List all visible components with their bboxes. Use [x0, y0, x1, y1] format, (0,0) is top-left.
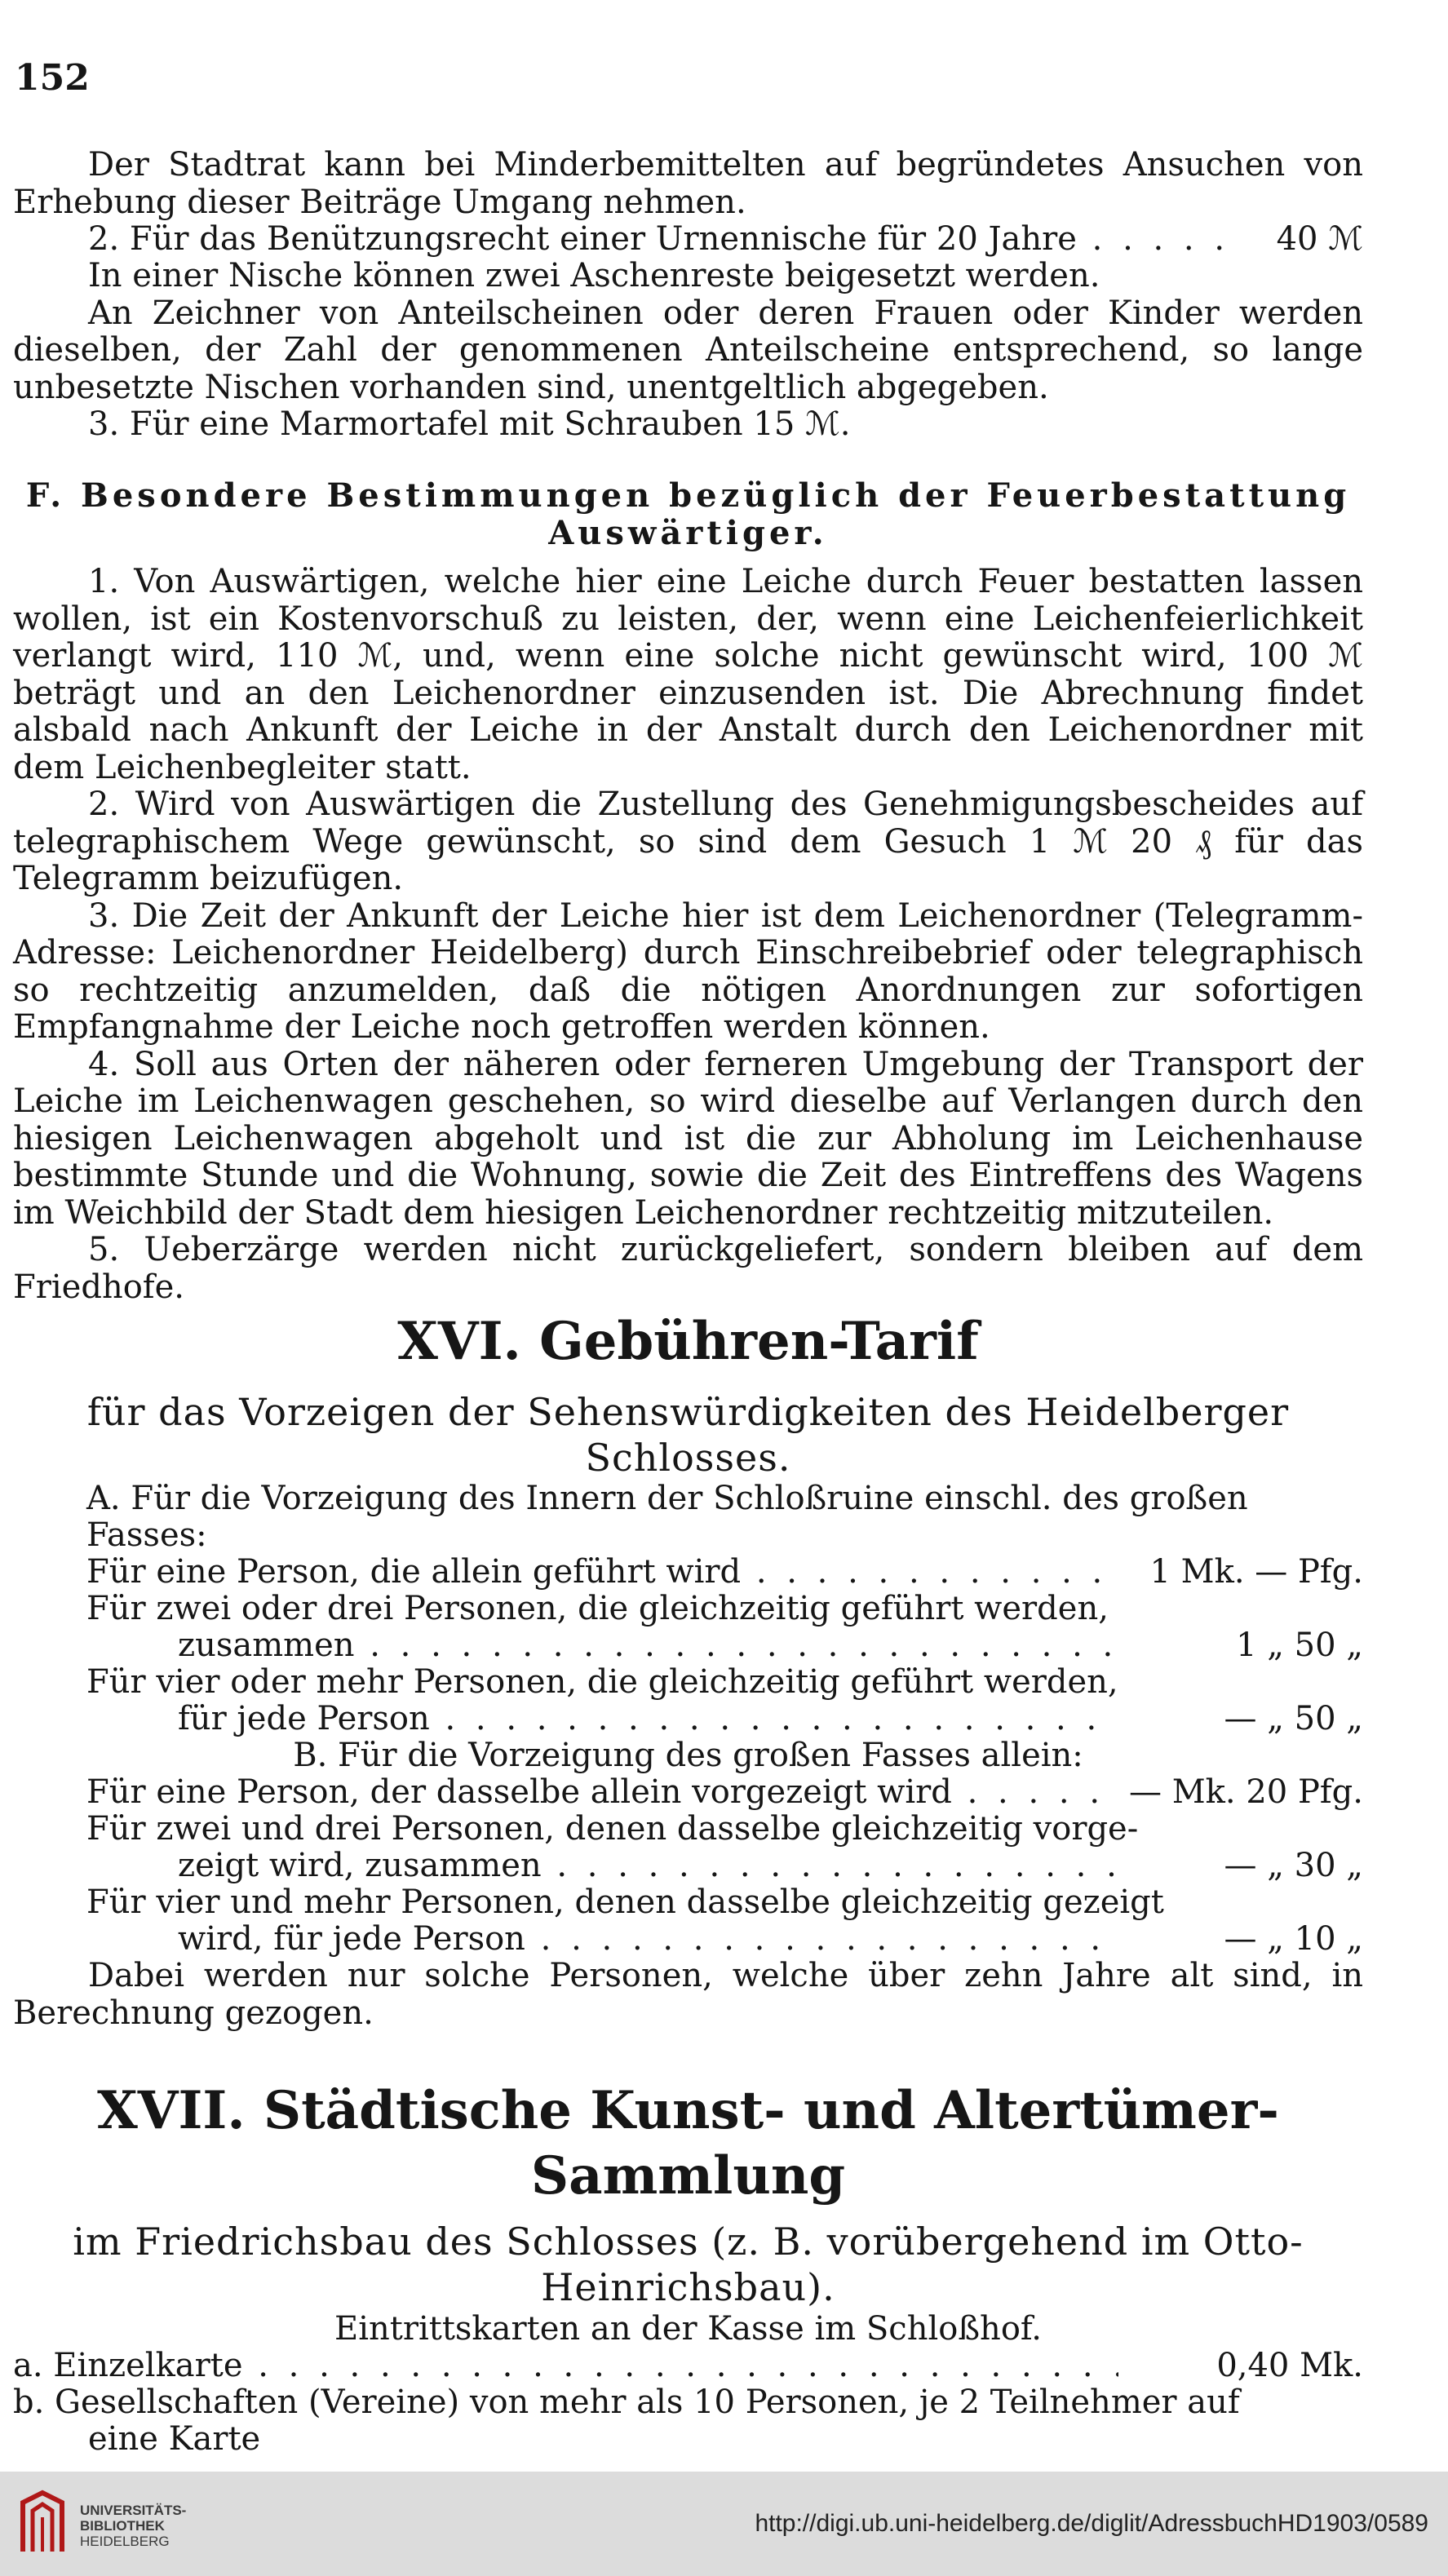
urn-section	[13, 147, 1363, 444]
tarif-row-price: — „ 30 „	[1224, 1847, 1363, 1884]
section-f	[13, 477, 1363, 1306]
ticket-row-price: 0,40 Mk.	[1216, 2347, 1363, 2384]
ticket-row-b-cont: eine Karte	[88, 2420, 261, 2458]
urn-paragraph: An Zeichner von Anteilscheinen oder deren Frauen oder Kinder werden dieselben, der Zahl der genommenen Anteilscheine entsprechend, so lange unbesetzte Nischen vorhanden sind, unentgeltlich abgegeben.	[13, 294, 1363, 406]
tarif-row	[86, 1774, 1363, 1811]
section-xvii-heading: XVII. Städtische Kunst- und Altertümer-Sammlung	[97, 2080, 1279, 2206]
tarif-row-price: — „ 50 „	[1224, 1700, 1363, 1737]
ticket-row-label: a. Einzelkarte . . .	[13, 2348, 1118, 2384]
tarif-row-price: — Mk. 20 Pfg.	[1129, 1773, 1363, 1811]
section-f-title: F. Besondere Bestimmungen bezüglich der Feuerbestattung	[25, 476, 1351, 515]
tarif-row-label-cont: zeigt wird, zusammen . . .	[178, 1848, 1118, 1884]
ticket-row-b: b. Gesellschaften (Vereine) von mehr als 10 Personen, je 2 Teilnehmer auf	[13, 2383, 1240, 2421]
tarif-row	[86, 1884, 1363, 1958]
tarif-row-label: Für eine Person, der dasselbe allein vorgezeigt wird . . .	[86, 1774, 1118, 1811]
source-url[interactable]: http://digi.ub.uni-heidelberg.de/diglit/AdressbuchHD1903/0589	[755, 2510, 1428, 2537]
section-xvii	[13, 2078, 1363, 2458]
section-f-title-line2: Auswärtiger.	[548, 514, 828, 552]
urn-fee-label: 2. Für das Benützungsrecht einer Urnennische für 20 Jahre . . .	[88, 221, 1233, 258]
library-logo-icon	[18, 2488, 67, 2556]
section-xvi	[13, 1309, 1363, 2032]
section-f-paragraph: 3. Die Zeit der Ankunft der Leiche hier ist dem Leichenordner (Telegramm-Adresse: Leichenordner Heidelberg) durch Einschreibebrief oder telegraphisch so rechtzeitig anzumelden, daß die nötigen Anordnungen zur sofortigen Empfangnahme der Leiche noch getroffen werden können.	[13, 896, 1363, 1046]
tarif-row-label-cont: zusammen . . .	[178, 1627, 1118, 1664]
urn-paragraph: 3. Für eine Marmortafel mit Schrauben 15 ℳ.	[88, 405, 851, 443]
section-xvi-b-title: B. Für die Vorzeigung des großen Fasses allein:	[293, 1737, 1083, 1774]
tarif-row-price: 1 Mk. — Pfg.	[1149, 1553, 1363, 1591]
section-f-paragraph: 1. Von Auswärtigen, welche hier eine Leiche durch Feuer bestatten lassen wollen, ist ein Kostenvorschuß zu leisten, der, wenn eine Leichenfeierlichkeit verlangt wird, 110 ℳ, und, wenn eine solche nicht gewünscht wird, 100 ℳ beträgt und an den Leichenordner einzusenden ist. Die Abrechnung findet alsbald nach Ankunft der Leiche in der Anstalt durch den Leichenordner mit dem Leichenbegleiter statt.	[13, 563, 1363, 786]
section-xvii-subheading: im Friedrichsbau des Schlosses (z. B. vorübergehend im Otto-Heinrichsbau).	[73, 2220, 1304, 2309]
section-xvi-heading: XVI. Gebühren-Tarif	[397, 1311, 979, 1372]
library-name	[80, 2503, 186, 2549]
urn-fee-row	[13, 221, 1363, 258]
tarif-a-list	[13, 1554, 1363, 1737]
urn-fee-price: 40 ℳ	[1276, 220, 1363, 258]
tarif-row-label: Für vier und mehr Personen, denen dasselbe gleichzeitig gezeigt	[86, 1883, 1164, 1921]
section-f-paragraph: 2. Wird von Auswärtigen die Zustellung des Genehmigungsbescheides auf telegraphischem Wege gewünscht, so sind dem Gesuch 1 ℳ 20 ₰ für das Telegramm beizufügen.	[13, 786, 1363, 897]
section-xvii-tickets-title: Eintrittskarten an der Kasse im Schloßhof.	[334, 2310, 1042, 2348]
tickets-list	[13, 2348, 1363, 2458]
section-xvi-subheading: für das Vorzeigen der Sehenswürdigkeiten des Heidelberger Schlosses.	[86, 1390, 1290, 1480]
tarif-row-label-cont: für jede Person . . .	[178, 1701, 1118, 1737]
tarif-row	[86, 1554, 1363, 1591]
tarif-row	[86, 1811, 1363, 1884]
tarif-row-label: Für zwei und drei Personen, denen dasselbe gleichzeitig vorge-	[86, 1810, 1139, 1848]
tarif-row-label-cont: wird, für jede Person . . .	[178, 1921, 1118, 1958]
tarif-row-price: 1 „ 50 „	[1236, 1627, 1363, 1664]
ticket-row	[13, 2348, 1363, 2384]
tarif-b-list	[13, 1774, 1363, 1958]
page-number: 152	[15, 57, 90, 99]
section-xvi-a-title: A. Für die Vorzeigung des Innern der Schloßruine einschl. des großen Fasses:	[86, 1480, 1248, 1554]
section-f-paragraph: 4. Soll aus Orten der näheren oder ferneren Umgebung der Transport der Leiche im Leichenwagen geschehen, so wird dieselbe auf Verlangen durch den hiesigen Leichenwagen abgeholt und ist die zur Abholung im Leichenhause bestimmte Stunde und die Wohnung, sowie die Zeit des Eintreffens des Wagens im Weichbild der Stadt dem hiesigen Leichenordner rechtzeitig mitzuteilen.	[13, 1045, 1363, 1232]
library-name-line: HEIDELBERG	[80, 2534, 170, 2549]
tarif-row-label: Für vier oder mehr Personen, die gleichzeitig geführt werden,	[86, 1663, 1118, 1701]
tarif-row-price: — „ 10 „	[1224, 1920, 1363, 1958]
library-name-line: UNIVERSITÄTS-	[80, 2503, 187, 2518]
tarif-row-label: Für eine Person, die allein geführt wird . . .	[86, 1554, 1118, 1591]
urn-paragraph: In einer Nische können zwei Aschenreste beigesetzt werden.	[88, 257, 1100, 294]
tarif-row	[86, 1591, 1363, 1664]
tarif-row-label: Für zwei oder drei Personen, die gleichzeitig geführt werden,	[86, 1590, 1109, 1627]
section-f-paragraph: 5. Ueberzärge werden nicht zurückgeliefert, sondern bleiben auf dem Friedhofe.	[13, 1231, 1363, 1306]
tarif-row	[86, 1664, 1363, 1737]
footer-bar	[0, 2472, 1448, 2576]
section-xvi-note: Dabei werden nur solche Personen, welche über zehn Jahre alt sind, in Berechnung gezogen.	[13, 1957, 1363, 2032]
library-name-line: BIBLIOTHEK	[80, 2518, 165, 2534]
intro-paragraph: Der Stadtrat kann bei Minderbemittelten auf begründetes Ansuchen von Erhebung dieser Beiträge Umgang nehmen.	[13, 146, 1363, 221]
